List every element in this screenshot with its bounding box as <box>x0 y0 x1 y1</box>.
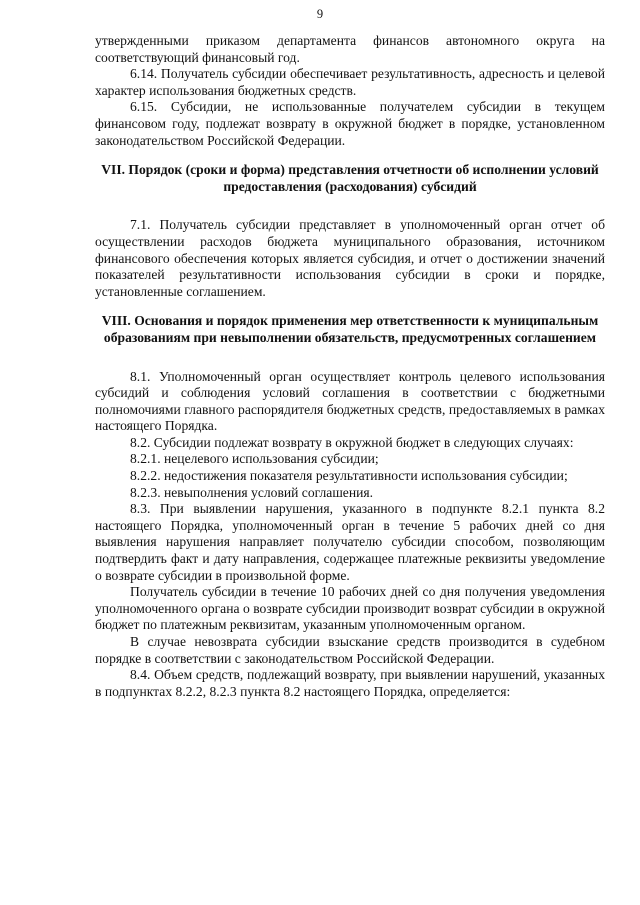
paragraph: 8.3. При выявлении нарушения, указанного в подпункте 8.2.1 пункта 8.2 настоящего Порядка, уполномоченный орган в течение 5 рабочих дней со дня выявления нарушения направляет получателю субсидии способом, позволяющим подтвердить факт и дату направления, содержащее платежные реквизиты уведомление о возврате субсидии в произвольной форме. <box>95 501 605 583</box>
paragraph: 8.2.3. невыполнения условий соглашения. <box>130 484 374 500</box>
paragraph: 8.2.2. недостижения показателя результативности использования субсидии; <box>130 468 568 484</box>
page-number: 9 <box>316 7 324 21</box>
paragraph: 6.14. Получатель субсидии обеспечивает результативность, адресность и целевой характер использования бюджетных средств. <box>95 66 605 98</box>
paragraph: 8.2.1. нецелевого использования субсидии; <box>130 451 379 467</box>
paragraph: Получатель субсидии в течение 10 рабочих дней со дня получения уведомления уполномоченного органа о возврате субсидии производит возврат субсидии в окружной бюджет по платежным реквизитам, указанным уполномоченным органом. <box>95 584 605 633</box>
paragraph: утвержденными приказом департамента финансов автономного округа на соответствующий финансовый год. <box>95 33 605 65</box>
paragraph: 8.1. Уполномоченный орган осуществляет контроль целевого использования субсидий и соблюдения условий соглашения в соответствии с бюджетными полномочиями главного распорядителя бюджетных средств, предоставляемых в рамках настоящего Порядка. <box>95 368 605 434</box>
paragraph: В случае невозврата субсидии взыскание средств производится в судебном порядке в соответствии с законодательством Российской Федерации. <box>95 634 605 666</box>
document-body <box>95 33 605 700</box>
paragraph: 8.4. Объем средств, подлежащий возврату, при выявлении нарушений, указанных в подпунктах 8.2.2, 8.2.3 пункта 8.2 настоящего Порядка, определяется: <box>95 667 605 699</box>
section-heading: VII. Порядок (сроки и форма) представления отчетности об исполнении условий предоставления (расходования) субсидий <box>101 162 599 194</box>
paragraph: 8.2. Субсидии подлежат возврату в окружной бюджет в следующих случаях: <box>130 434 574 450</box>
paragraph: 7.1. Получатель субсидии представляет в уполномоченный орган отчет об осуществлении расходов бюджета муниципального образования, источником финансового обеспечения которых является субсидия, и отчет о достижении значений показателей результативности использования субсидии в сроки и порядке, установленные соглашением. <box>95 217 605 299</box>
paragraph: 6.15. Субсидии, не использованные получателем субсидии в текущем финансовом году, подлежат возврату в окружной бюджет в порядке, установленном законодательством Российской Федерации. <box>95 99 605 148</box>
section-heading: VIII. Основания и порядок применения мер ответственности к муниципальным образованиям при невыполнении обязательств, предусмотренных соглашением <box>101 313 599 345</box>
